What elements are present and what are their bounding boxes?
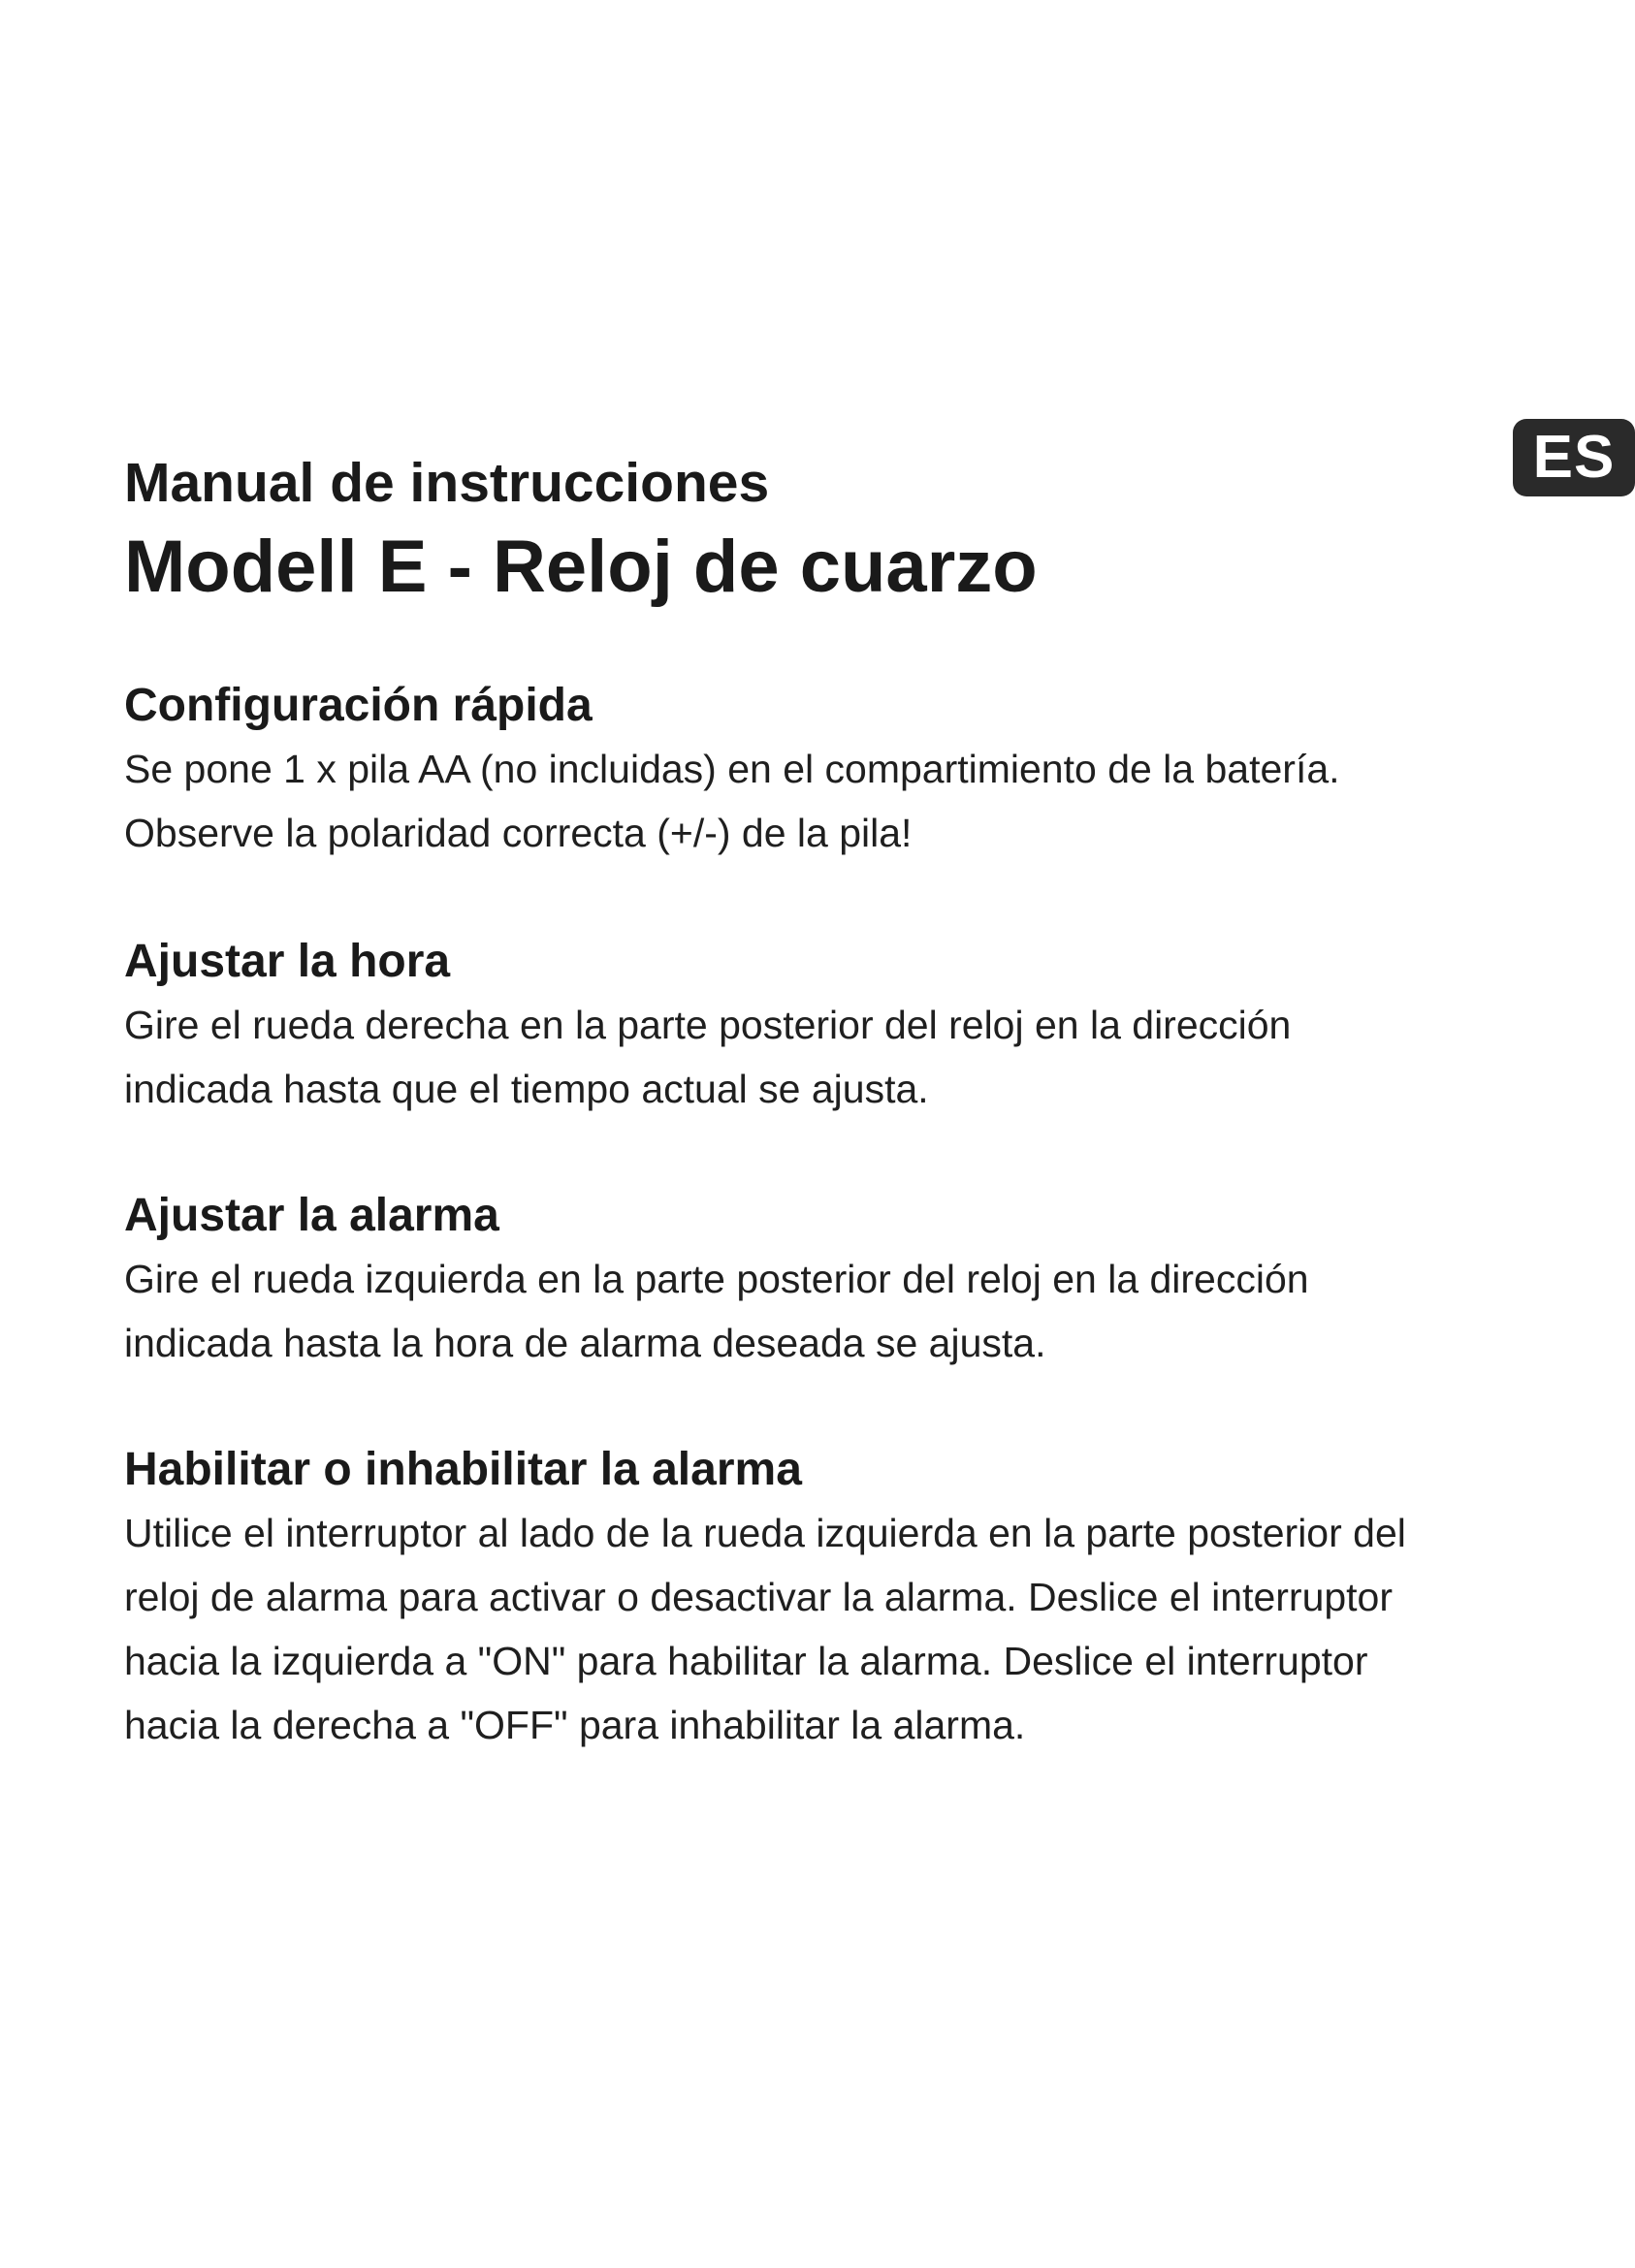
document-title: Modell E - Reloj de cuarzo — [124, 526, 1038, 608]
section-quick-setup — [124, 675, 1521, 865]
section-heading: Ajustar la alarma — [124, 1190, 499, 1241]
section-body — [124, 1501, 1521, 1757]
body-line: reloj de alarma para activar o desactivar la alarma. Deslice el interruptor — [124, 1575, 1394, 1619]
section-set-alarm — [124, 1185, 1521, 1375]
body-line: Se pone 1 x pila AA (no incluidas) en el compartimiento de la batería. — [124, 747, 1340, 791]
section-body — [124, 1247, 1521, 1375]
section-heading: Ajustar la hora — [124, 936, 451, 987]
document-subtitle: Manual de instrucciones — [124, 452, 770, 514]
manual-page — [124, 0, 1616, 2268]
body-line: Utilice el interruptor al lado de la rueda izquierda en la parte posterior del — [124, 1511, 1406, 1555]
section-body — [124, 737, 1521, 865]
section-toggle-alarm — [124, 1439, 1521, 1757]
body-line: hacia la izquierda a "ON" para habilitar la alarma. Deslice el interruptor — [124, 1639, 1368, 1683]
section-set-time — [124, 931, 1521, 1121]
section-heading: Configuración rápida — [124, 680, 593, 731]
section-heading: Habilitar o inhabilitar la alarma — [124, 1444, 802, 1495]
language-badge: ES — [1513, 419, 1635, 496]
section-body — [124, 993, 1521, 1121]
body-line: Gire el rueda izquierda en la parte posterior del reloj en la dirección — [124, 1257, 1309, 1301]
body-line: indicada hasta la hora de alarma deseada se ajusta. — [124, 1321, 1046, 1365]
body-line: indicada hasta que el tiempo actual se ajusta. — [124, 1067, 929, 1111]
body-line: Gire el rueda derecha en la parte posterior del reloj en la dirección — [124, 1003, 1292, 1047]
body-line: Observe la polaridad correcta (+/-) de la pila! — [124, 811, 913, 855]
body-line: hacia la derecha a "OFF" para inhabilitar la alarma. — [124, 1703, 1026, 1747]
